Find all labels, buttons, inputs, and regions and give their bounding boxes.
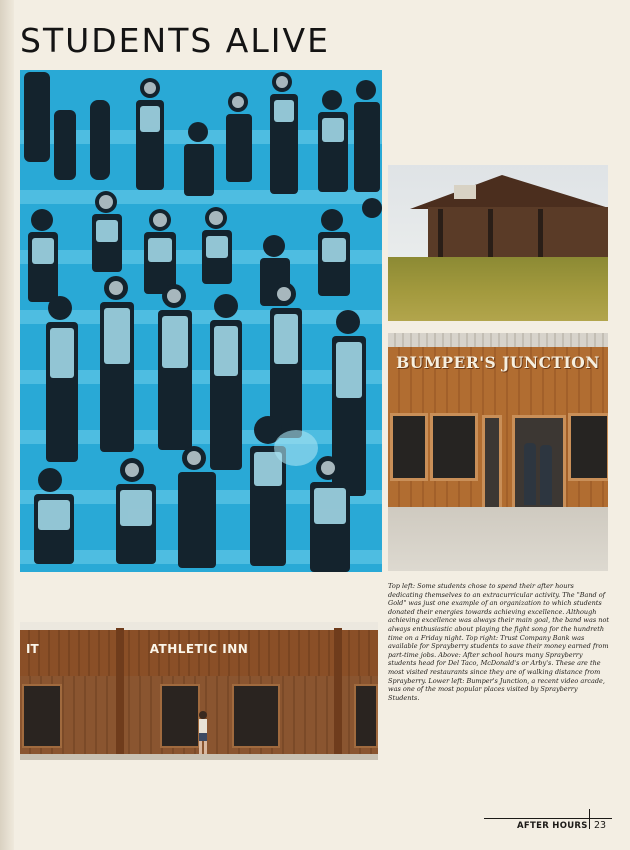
restaurant-roof [410, 175, 608, 209]
athletic-inn-sign: ATHLETIC INN [149, 642, 249, 656]
arcade-entrance [512, 415, 566, 511]
neighbor-sign-fragment: IT [26, 642, 39, 656]
restaurant-building [428, 207, 608, 257]
storefront-door [482, 415, 502, 511]
storefront-window [390, 413, 428, 481]
storefront-window [430, 413, 478, 481]
awning [388, 333, 608, 347]
page-binding-edge [0, 0, 14, 850]
storefront-window [568, 413, 608, 481]
lawn [388, 257, 608, 321]
band-bleachers-photo [20, 70, 382, 572]
band-members-illustration [20, 70, 382, 572]
canopy-post [438, 209, 443, 257]
person-silhouette [540, 445, 552, 505]
page-number: 23 [594, 820, 607, 831]
bumpers-junction-photo [388, 333, 608, 571]
pedestrian-figure [196, 710, 210, 758]
wall-post [116, 628, 124, 756]
athletic-inn-photo [20, 622, 378, 760]
page-title: STUDENTS ALIVE [20, 21, 330, 60]
storefront-window [354, 684, 378, 748]
section-label: AFTER HOURS [517, 821, 588, 831]
person-silhouette [524, 443, 536, 505]
wall-post [334, 628, 342, 756]
street-curb [20, 754, 378, 760]
canopy-post [538, 209, 543, 257]
restaurant-logo [454, 185, 476, 199]
storefront-window [232, 684, 280, 748]
footer-divider [589, 809, 590, 829]
storefront-window [160, 684, 200, 748]
canopy-post [488, 209, 493, 257]
sidewalk [388, 507, 608, 571]
restaurant-photo [388, 165, 608, 321]
photo-caption: Top left: Some students chose to spend their after hours dedicating themselves to an extracurricular activity. The "Band of Gold" was just one example of an organization to which students donated their energies towards achieving excellence. Although achieving excellence was always their main goal, the band was not always enthusiastic about playing the fight song for the hundreth time on a Friday night. Top right: Trust Company Bank was available for Sprayberry students to save their money earned from part-time jobs. Above: After school hours many Sprayberry students head for Del Taco, McDonald's or Arby's. These are the most visited restaurants since they are of walking distance from Sprayberry. Lower left: Bumper's Junction, a recent video arcade, was one of the most popular places visited by Sprayberry Students. [388, 582, 609, 702]
storefront-window [22, 684, 62, 748]
footer-rule [484, 818, 612, 819]
bumpers-junction-sign: BUMPER'S JUNCTION [396, 353, 600, 372]
